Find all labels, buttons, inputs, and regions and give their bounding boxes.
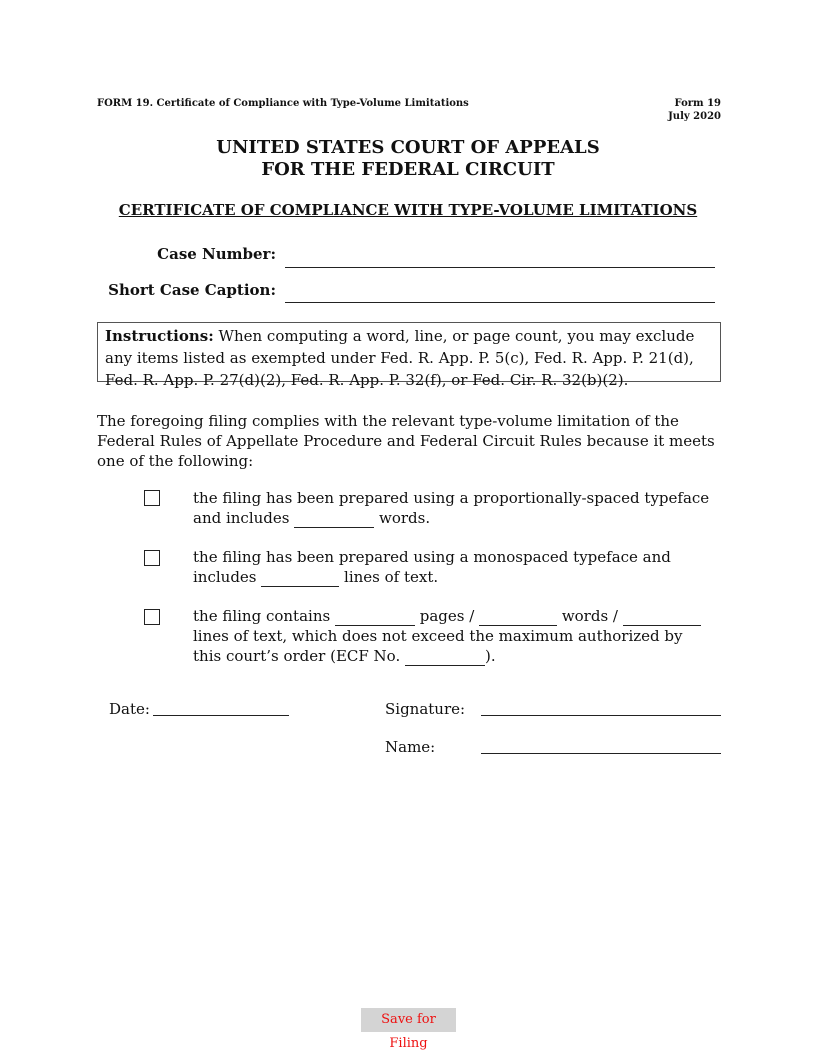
date-field[interactable] (153, 715, 289, 716)
signature-field[interactable] (481, 715, 721, 716)
pages-field[interactable] (335, 611, 415, 626)
form-title: FORM 19. Certificate of Compliance with Type-Volume Limitations (97, 98, 469, 109)
date-label: Date: (109, 700, 150, 718)
ecf-number-field[interactable] (405, 651, 485, 666)
words-field[interactable] (479, 611, 557, 626)
short-caption-field[interactable] (285, 302, 715, 303)
case-number-label: Case Number: (157, 245, 276, 263)
option-1-text: the filing has been prepared using a proportionally-spaced typeface and includes words. (193, 489, 710, 527)
instructions-text: When computing a word, line, or page count, you may exclude any items listed as exempted under Fed. R. App. P. 5(c), Fed. R. App. P. 21(d), Fed. R. App. P. 27(d)(2), Fed. R. App. P. 32(f), or Fed. Cir. R. 32(b)(2). (105, 327, 695, 389)
name-field[interactable] (481, 753, 721, 754)
option-2-checkbox[interactable] (144, 550, 160, 566)
save-for-filing-button[interactable]: Save for Filing (361, 1008, 456, 1032)
word-count-field[interactable] (294, 513, 374, 528)
instructions-label: Instructions: (105, 327, 214, 345)
name-label: Name: (385, 738, 436, 756)
instructions-box (97, 322, 721, 389)
option-1-checkbox[interactable] (144, 490, 160, 506)
form-date: July 2020 (668, 111, 721, 122)
lines-field[interactable] (623, 611, 701, 626)
signature-label: Signature: (385, 700, 466, 718)
short-caption-label: Short Case Caption: (108, 281, 276, 299)
option-3-checkbox[interactable] (144, 609, 160, 625)
court-name-line1: UNITED STATES COURT OF APPEALS (216, 137, 600, 158)
line-count-field[interactable] (261, 572, 339, 587)
certificate-title: CERTIFICATE OF COMPLIANCE WITH TYPE-VOLUME LIMITATIONS (118, 201, 698, 219)
compliance-statement: The foregoing filing complies with the relevant type-volume limitation of the Federal Rules of Appellate Procedure and Federal Circuit Rules because it meets one of the following: (97, 412, 715, 470)
option-3-text: the filing contains pages / words / lines of text, which does not exceed the maximum authorized by this court’s order (ECF No. ). (193, 606, 708, 666)
form-number: Form 19 (674, 98, 721, 109)
option-2-text: the filing has been prepared using a monospaced typeface and includes lines of text. (193, 548, 671, 586)
court-name-line2: FOR THE FEDERAL CIRCUIT (261, 159, 555, 180)
case-number-field[interactable] (285, 267, 715, 268)
